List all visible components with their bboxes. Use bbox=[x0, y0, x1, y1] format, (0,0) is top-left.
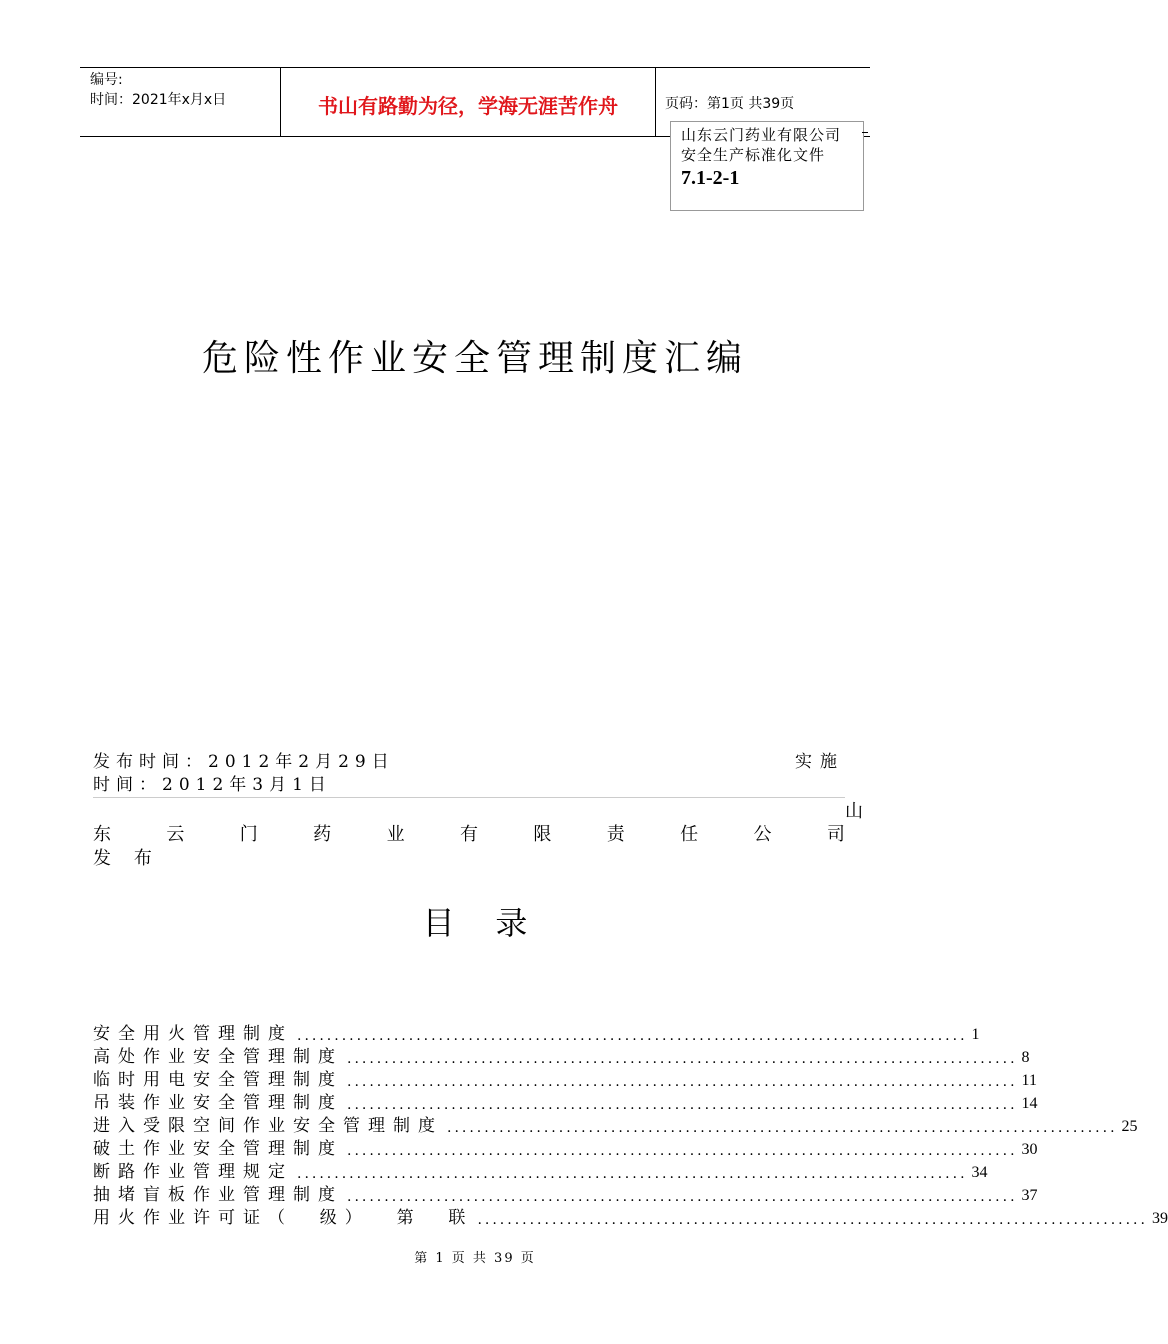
code-dash bbox=[862, 132, 868, 133]
page-footer: 第 1 页 共 39 页 bbox=[414, 1251, 536, 1266]
toc-leader: .......................................................................................... bbox=[347, 1097, 1018, 1113]
header-top-rule bbox=[80, 67, 870, 68]
toc-item[interactable] bbox=[93, 1090, 1038, 1113]
doc-code-box bbox=[670, 121, 864, 211]
toc-item[interactable] bbox=[93, 1182, 1038, 1205]
toc-leader: .......................................................................................... bbox=[297, 1166, 968, 1182]
document-title: 危险性作业安全管理制度汇编 bbox=[201, 338, 748, 379]
toc-leader: .......................................................................................... bbox=[477, 1212, 1148, 1228]
toc-leader: .......................................................................................... bbox=[347, 1143, 1018, 1159]
publish-date: 发布时间：2012年2月29日 bbox=[93, 752, 395, 772]
company-char: 任 bbox=[680, 824, 699, 845]
toc-item[interactable] bbox=[93, 1021, 980, 1044]
company-char: 有 bbox=[459, 824, 478, 845]
toc-page: 25 bbox=[1121, 1118, 1138, 1135]
table-of-contents bbox=[93, 1021, 1168, 1228]
toc-leader: .......................................................................................... bbox=[447, 1120, 1118, 1136]
doc-company: 山东云门药业有限公司 bbox=[681, 126, 842, 144]
toc-title: 目 录 bbox=[422, 904, 528, 942]
toc-label: 用火作业许可证（ 级） 第 联 bbox=[93, 1208, 474, 1228]
toc-page: 39 bbox=[1151, 1210, 1168, 1227]
header-divider bbox=[655, 67, 656, 136]
implement-date: 时间：2012年3月1日 bbox=[93, 775, 332, 795]
separator bbox=[93, 797, 845, 798]
toc-label: 安全用火管理制度 bbox=[93, 1024, 293, 1044]
doc-number: 7.1-2-1 bbox=[681, 167, 740, 189]
company-char: 药 bbox=[313, 824, 332, 845]
toc-label: 高处作业安全管理制度 bbox=[93, 1047, 343, 1067]
toc-label: 临时用电安全管理制度 bbox=[93, 1070, 343, 1090]
motto: 书山有路勤为径，学海无涯苦作舟 bbox=[318, 94, 618, 118]
toc-leader: .......................................................................................... bbox=[297, 1028, 968, 1044]
toc-item[interactable] bbox=[93, 1044, 1030, 1067]
company-char: 云 bbox=[166, 824, 185, 845]
toc-page: 37 bbox=[1021, 1187, 1038, 1204]
company-char: 责 bbox=[606, 824, 625, 845]
toc-page: 8 bbox=[1021, 1049, 1030, 1066]
toc-label: 抽堵盲板作业管理制度 bbox=[93, 1185, 343, 1205]
toc-item[interactable] bbox=[93, 1067, 1037, 1090]
release-label: 发 布 bbox=[93, 848, 152, 869]
toc-page: 11 bbox=[1021, 1072, 1037, 1089]
time-label: 时间：2021年x月x日 bbox=[90, 92, 227, 108]
toc-label: 破土作业安全管理制度 bbox=[93, 1139, 343, 1159]
toc-label: 断路作业管理规定 bbox=[93, 1162, 293, 1182]
toc-page: 14 bbox=[1021, 1095, 1038, 1112]
implement-label: 实施 bbox=[795, 752, 845, 772]
toc-leader: .......................................................................................... bbox=[347, 1074, 1018, 1090]
toc-leader: .......................................................................................... bbox=[347, 1189, 1018, 1205]
company-first-char: 山 bbox=[845, 801, 863, 822]
toc-item[interactable] bbox=[93, 1159, 988, 1182]
toc-item[interactable] bbox=[93, 1136, 1038, 1159]
toc-item[interactable] bbox=[93, 1205, 1168, 1228]
company-char: 业 bbox=[386, 824, 405, 845]
page-info: 页码：第1页 共39页 bbox=[665, 96, 795, 112]
toc-label: 吊装作业安全管理制度 bbox=[93, 1093, 343, 1113]
toc-page: 34 bbox=[971, 1164, 988, 1181]
toc-leader: .......................................................................................... bbox=[347, 1051, 1018, 1067]
number-label: 编号: bbox=[90, 72, 123, 88]
toc-page: 30 bbox=[1021, 1141, 1038, 1158]
company-char: 门 bbox=[239, 824, 258, 845]
toc-item[interactable] bbox=[93, 1113, 1138, 1136]
company-char: 限 bbox=[533, 824, 552, 845]
company-char: 东 bbox=[93, 824, 111, 845]
doc-type: 安全生产标准化文件 bbox=[681, 146, 826, 164]
company-name bbox=[93, 820, 845, 846]
company-char: 司 bbox=[826, 824, 845, 845]
toc-page: 1 bbox=[971, 1026, 980, 1043]
company-char: 公 bbox=[753, 824, 772, 845]
header-divider bbox=[280, 67, 281, 136]
toc-label: 进入受限空间作业安全管理制度 bbox=[93, 1116, 443, 1136]
